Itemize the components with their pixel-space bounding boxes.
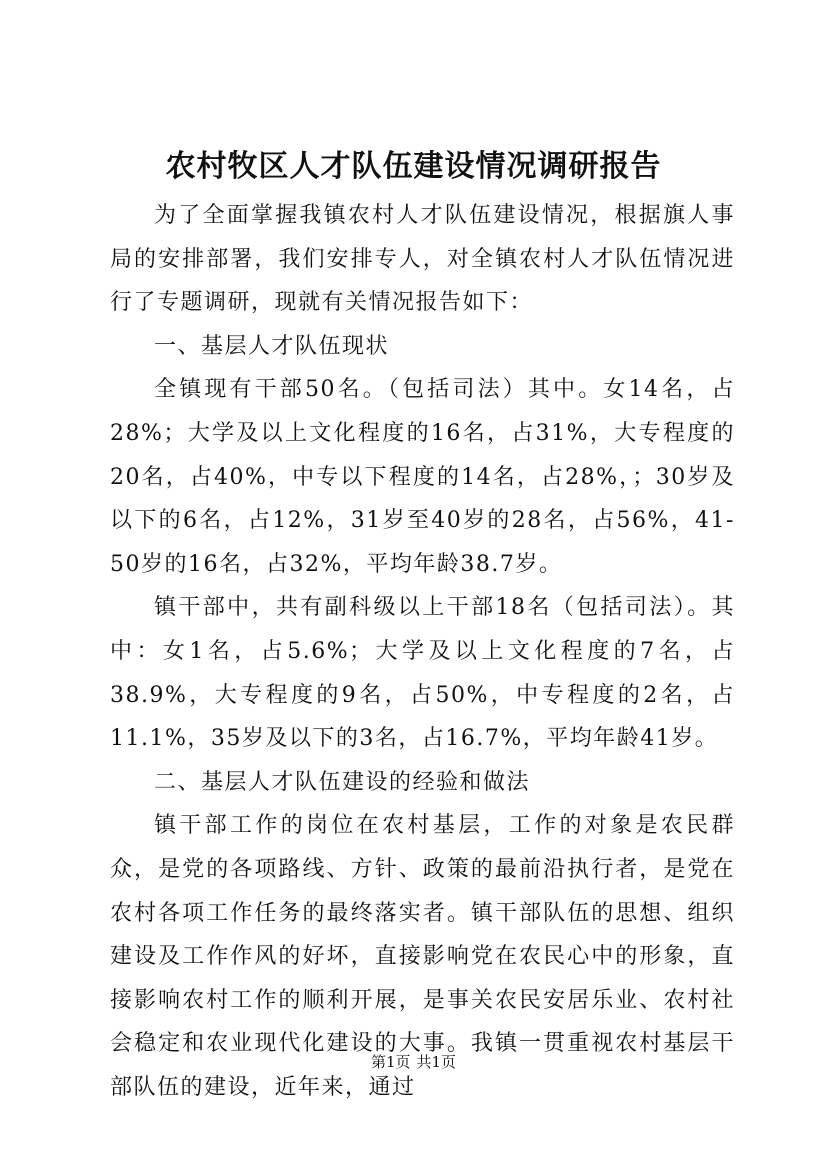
page-number: 第1页: [370, 1053, 411, 1071]
intro-paragraph: 为了全面掌握我镇农村人才队伍建设情况，根据旗人事局的安排部署，我们安排专人，对全镇农村人才队伍情况进行了专题调研，现就有关情况报告如下：: [110, 203, 735, 316]
page-total: 共1页: [416, 1053, 457, 1071]
document-body: [110, 194, 735, 1109]
section-heading-1: 一、基层人才队伍现状: [154, 333, 390, 359]
section-heading-2: 二、基层人才队伍建设的经验和做法: [154, 769, 531, 795]
staff-stats-paragraph: 全镇现有干部50名。（包括司法）其中。女14名，占28%；大学及以上文化程度的16名，占31%，大专程度的20名，占40%，中专以下程度的14名，占28%，；30岁及以下的6名，占12%，31岁至40岁的28名，占56%，41-50岁的16名，占32%，平均年龄38.7岁。: [110, 377, 735, 577]
document-title: 农村牧区人才队伍建设情况调研报告: [165, 149, 662, 184]
page-footer: [0, 1052, 827, 1072]
senior-staff-stats-paragraph: 镇干部中，共有副科级以上干部18名（包括司法）。其中：女1名，占5.6%；大学及以上文化程度的7名，占38.9%，大专程度的9名，占50%，中专程度的2名，占11.1%，35岁及以下的3名，占16.7%，平均年龄41岁。: [110, 595, 735, 752]
experience-paragraph: 镇干部工作的岗位在农村基层，工作的对象是农民群众，是党的各项路线、方针、政策的最前沿执行者，是党在农村各项工作任务的最终落实者。镇干部队伍的思想、组织建设及工作作风的好坏，直接影响党在农民心中的形象，直接影响农村工作的顺利开展，是事关农民安居乐业、农村社会稳定和农业现代化建设的大事。我镇一贯重视农村基层干部队伍的建设，近年来，通过: [110, 813, 735, 1100]
